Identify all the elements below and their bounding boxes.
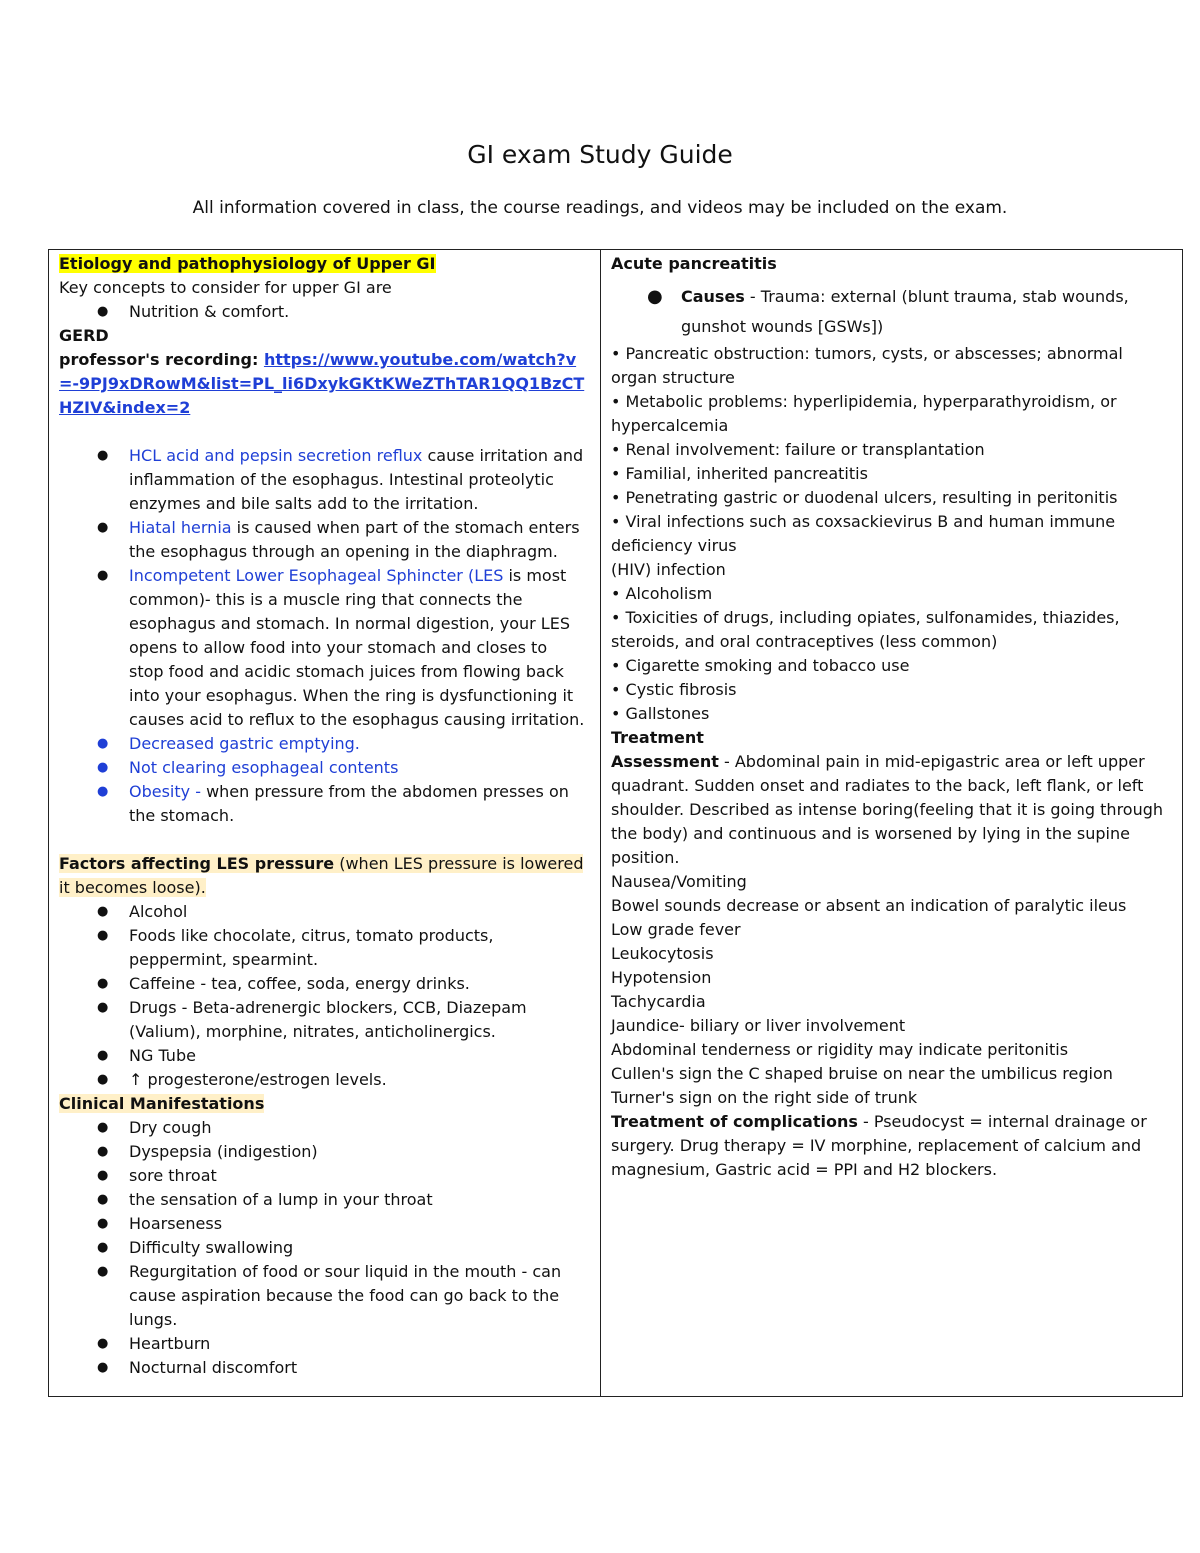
cause-line: • Penetrating gastric or duodenal ulcers, resulting in peritonitis (611, 488, 1118, 507)
finding-line: Nausea/Vomiting (611, 872, 747, 891)
list-item: ● Nutrition & comfort. (59, 300, 585, 324)
list-item: ● Drugs - Beta-adrenergic blockers, CCB, Diazepam (Valium), morphine, nitrates, anticholinergics. (97, 998, 527, 1041)
bullet-icon: ● (97, 904, 109, 919)
factors-note: (when LES pressure is lowered it becomes loose). (59, 854, 584, 897)
gerd-heading: GERD (59, 326, 109, 345)
assessment-paragraph (611, 750, 1169, 870)
complications-paragraph (611, 1110, 1169, 1182)
bullet-icon: ● (97, 784, 109, 799)
bullet-icon: ● (97, 1144, 109, 1159)
bullet-icon: ● (97, 448, 109, 463)
factors-heading: Factors affecting LES pressure (59, 854, 335, 873)
left-column (59, 252, 585, 1380)
list-item: ● sore throat (59, 1164, 585, 1188)
bullet-icon: ● (97, 1360, 109, 1375)
bullet-icon: ● (97, 928, 109, 943)
page-subtitle: All information covered in class, the course readings, and videos may be included on the exam. (192, 198, 1008, 218)
finding-line: Tachycardia (611, 992, 706, 1011)
list-item: ● Decreased gastric emptying. (59, 732, 585, 756)
gerd-causes-list (59, 444, 585, 828)
key-concepts-list (59, 300, 585, 324)
cause-line: • Cystic fibrosis (611, 680, 737, 699)
list-item: ● HCL acid and pepsin secretion reflux cause irritation and inflammation of the esophagus. Intestinal proteolytic enzymes and bile salts add to the irritation. (97, 446, 584, 513)
bullet-icon: ● (97, 1216, 109, 1231)
bullet-icon: ● (97, 1336, 109, 1351)
causes-text: - Trauma: external (blunt trauma, stab wounds, gunshot wounds [GSWs]) (681, 287, 1129, 336)
bullet-icon: ● (97, 736, 109, 751)
cause-line: • Familial, inherited pancreatitis (611, 464, 868, 483)
assessment-label: Assessment (611, 752, 719, 771)
list-item: ● Dry cough (59, 1116, 585, 1140)
clinical-list (59, 1116, 585, 1380)
causes-label: Causes (681, 287, 745, 306)
finding-line: Hypotension (611, 968, 712, 987)
bullet-icon: ● (97, 1192, 109, 1207)
causes-item (611, 282, 1169, 342)
cause-line: (HIV) infection (611, 560, 726, 579)
cause-line: • Alcoholism (611, 584, 713, 603)
bullet-icon: ● (647, 286, 663, 307)
pancreatitis-heading: Acute pancreatitis (611, 254, 777, 273)
list-item: ● Hoarseness (59, 1212, 585, 1236)
bullet-icon: ● (97, 568, 109, 583)
cause-line: • Cigarette smoking and tobacco use (611, 656, 910, 675)
column-divider (600, 250, 601, 1396)
list-item: ● Hiatal hernia is caused when part of the stomach enters the esophagus through an opening in the diaphragm. (97, 518, 580, 561)
list-item: ● Foods like chocolate, citrus, tomato products, peppermint, spearmint. (97, 926, 494, 969)
list-item: ● Obesity - when pressure from the abdomen presses on the stomach. (97, 782, 569, 825)
complications-label: Treatment of complications (611, 1112, 858, 1131)
finding-line: Bowel sounds decrease or absent an indication of paralytic ileus (611, 896, 1127, 915)
list-item: ● Heartburn (59, 1332, 585, 1356)
key-concepts-text: Key concepts to consider for upper GI are (59, 278, 392, 297)
bullet-icon: ● (97, 760, 109, 775)
cause-line: • Renal involvement: failure or transplantation (611, 440, 985, 459)
list-item: ● ↑ progesterone/estrogen levels. (59, 1068, 585, 1092)
finding-line: Low grade fever (611, 920, 741, 939)
right-column (611, 252, 1169, 1182)
upper-gi-heading: Etiology and pathophysiology of Upper GI (59, 254, 436, 273)
bullet-icon: ● (97, 1000, 109, 1015)
list-item: ● Alcohol (59, 900, 585, 924)
list-item: ● the sensation of a lump in your throat (59, 1188, 585, 1212)
list-item: ● Nocturnal discomfort (59, 1356, 585, 1380)
bullet-icon: ● (97, 1120, 109, 1135)
list-item: ● Incompetent Lower Esophageal Sphincter (LES is most common)- this is a muscle ring that connects the esophagus and stomach. In normal digestion, your LES opens to allow food into your stomach and closes to stop food and acidic stomach juices from flowing back into your esophagus. When the ring is dysfunctioning it causes acid to reflux to the esophagus causing irritation. (97, 566, 585, 729)
finding-line: Cullen's sign the C shaped bruise on near the umbilicus region (611, 1064, 1113, 1083)
page-title: GI exam Study Guide (467, 140, 733, 169)
finding-line: Abdominal tenderness or rigidity may indicate peritonitis (611, 1040, 1069, 1059)
list-item: ● Not clearing esophageal contents (59, 756, 585, 780)
cause-line: • Metabolic problems: hyperlipidemia, hyperparathyroidism, or hypercalcemia (611, 392, 1117, 435)
list-item: ● Dyspepsia (indigestion) (59, 1140, 585, 1164)
finding-line: Leukocytosis (611, 944, 714, 963)
bullet-icon: ● (97, 304, 109, 319)
cause-line: • Toxicities of drugs, including opiates, sulfonamides, thiazides, steroids, and oral contraceptives (less common) (611, 608, 1120, 651)
factors-list (59, 900, 585, 1092)
finding-line: Turner's sign on the right side of trunk (611, 1088, 918, 1107)
cause-line: • Viral infections such as coxsackievirus B and human immune deficiency virus (611, 512, 1116, 555)
complications-text: - Pseudocyst = internal drainage or surgery. Drug therapy = IV morphine, replacement of calcium and magnesium, Gastric acid = PPI and H2 blockers. (611, 1112, 1147, 1179)
study-guide-table (48, 249, 1183, 1397)
bullet-icon: ● (97, 1240, 109, 1255)
list-item: ● Difficulty swallowing (59, 1236, 585, 1260)
clinical-heading: Clinical Manifestations (59, 1094, 265, 1113)
bullet-icon: ● (97, 976, 109, 991)
bullet-icon: ● (97, 1264, 109, 1279)
list-item: ● Regurgitation of food or sour liquid in the mouth - can cause aspiration because the food can go back to the lungs. (97, 1262, 562, 1329)
cause-line: • Pancreatic obstruction: tumors, cysts, or abscesses; abnormal organ structure (611, 344, 1123, 387)
bullet-icon: ● (97, 1168, 109, 1183)
list-item: ● NG Tube (59, 1044, 585, 1068)
bullet-icon: ● (97, 1072, 109, 1087)
recording-label: professor's recording: (59, 350, 264, 369)
list-item: ● Caffeine - tea, coffee, soda, energy drinks. (59, 972, 585, 996)
bullet-icon: ● (97, 1048, 109, 1063)
recording-link[interactable]: https://www.youtube.com/watch?v=-9PJ9xDRowM&list=PL_li6DxykGKtKWeZThTAR1QQ1BzCTHZIV&index=2 (59, 350, 585, 417)
finding-line: Jaundice- biliary or liver involvement (611, 1016, 906, 1035)
assessment-text: - Abdominal pain in mid-epigastric area or left upper quadrant. Sudden onset and radiates to the back, left flank, or left shoulder. Described as intense boring(feeling that it is going through the body) and continuous and is worsened by lying in the supine position. (611, 752, 1164, 867)
treatment-heading: Treatment (611, 728, 704, 747)
bullet-icon: ● (97, 520, 109, 535)
cause-line: • Gallstones (611, 704, 710, 723)
